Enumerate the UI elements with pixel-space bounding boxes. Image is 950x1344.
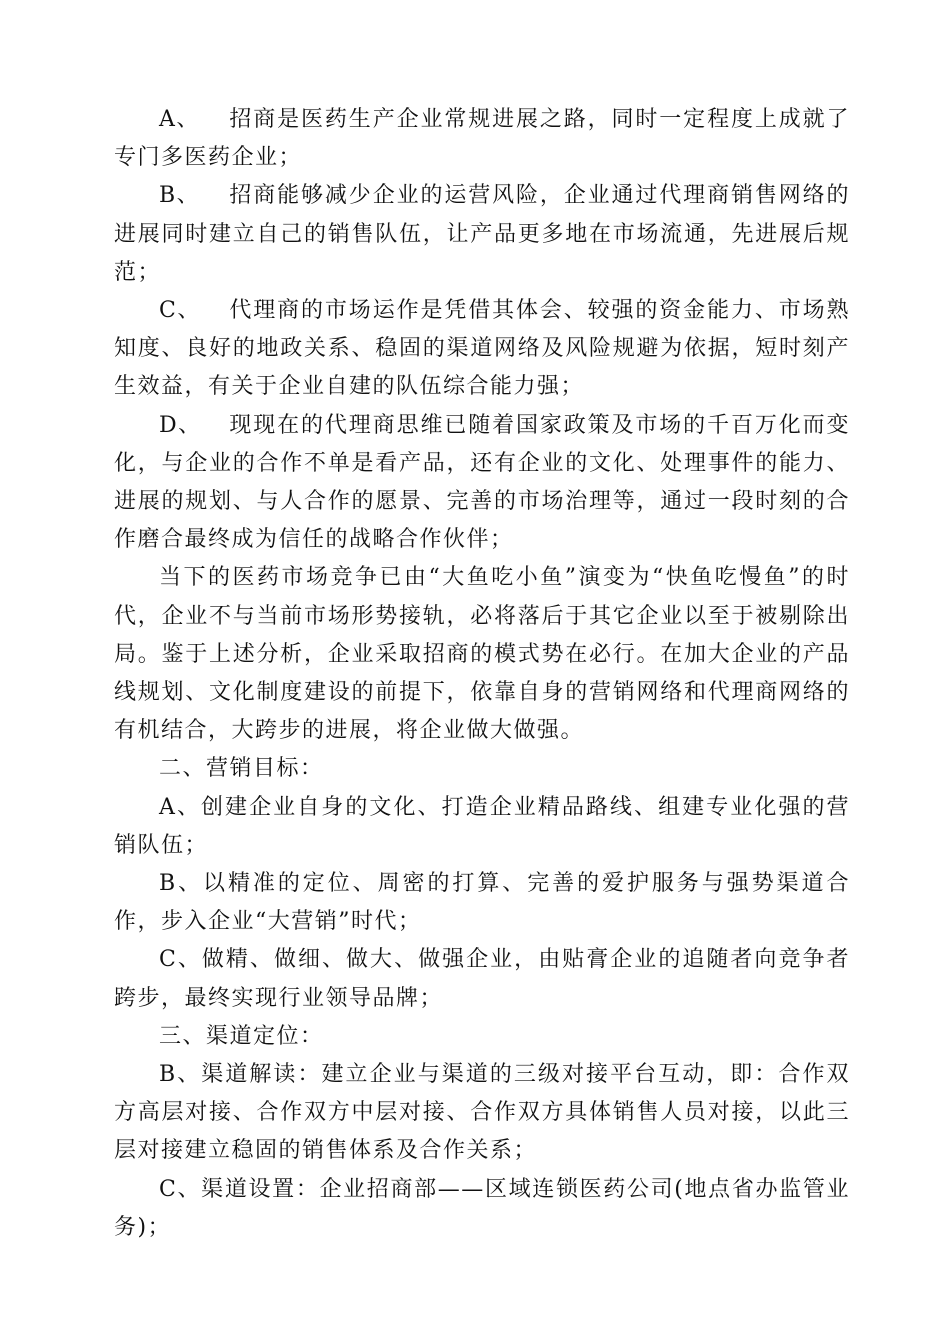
paragraph-d: [114, 407, 850, 560]
paragraph-text: 招商能够减少企业的运营风险，企业通过代理商销售网络的进展同时建立自己的销售队伍，让产品更多地在市场流通，先进展后规范；: [114, 183, 850, 285]
section-heading-channel-positioning: [114, 1018, 850, 1056]
paragraph-a: [114, 101, 850, 177]
goal-item-b: [114, 865, 850, 941]
paragraph-label: A、: [159, 107, 200, 132]
paragraph-text: B、以精准的定位、周密的打算、完善的爱护服务与强势渠道合作，步入企业“大营销”时代；: [114, 871, 850, 935]
document-body: [114, 101, 850, 1247]
paragraph-label: B、: [159, 183, 201, 209]
paragraph-text: 当下的医药市场竞争已由“大鱼吃小鱼”演变为“快鱼吃慢鱼”的时代，企业不与当前市场形势接轨，必将落后于其它企业以至于被剔除出局。鉴于上述分析，企业采取招商的模式势在必行。在加大企业的产品线规划、文化制度建设的前提下，依靠自身的营销网络和代理商网络的有机结合，大跨步的进展，将企业做大做强。: [114, 565, 850, 744]
paragraph-text: C、做精、做细、做大、做强企业，由贴膏企业的追随者向竞争者跨步，最终实现行业领导品牌；: [114, 947, 850, 1011]
paragraph-label: C、: [159, 298, 201, 324]
paragraph-text: 现现在的代理商思维已随着国家政策及市场的千百万化而变化，与企业的合作不单是看产品，还有企业的文化、处理事件的能力、进展的规划、与人合作的愿景、完善的市场治理等，通过一段时刻的合作磨合最终成为信任的战略合作伙伴；: [114, 412, 850, 553]
paragraph-b: [114, 177, 850, 292]
section-heading-marketing-goals: [114, 750, 850, 788]
paragraph-text: 代理商的市场运作是凭借其体会、较强的资金能力、市场熟知度、良好的地政关系、稳固的渠道网络及风险规避为依据，短时刻产生效益，有关于企业自建的队伍综合能力强；: [114, 298, 850, 400]
paragraph-text: A、创建企业自身的文化、打造企业精品路线、组建专业化强的营销队伍；: [114, 794, 850, 858]
heading-text: 三、渠道定位：: [159, 1023, 324, 1049]
paragraph-text: C、渠道设置：企业招商部——区域连锁医药公司(地点省办监管业务)；: [114, 1176, 850, 1240]
heading-text: 二、营销目标：: [159, 756, 324, 782]
paragraph-text: B、渠道解读：建立企业与渠道的三级对接平台互动，即：合作双方高层对接、合作双方中层对接、合作双方具体销售人员对接，以此三层对接建立稳固的销售体系及合作关系；: [114, 1062, 850, 1164]
channel-item-b: [114, 1056, 850, 1171]
paragraph-market-analysis: [114, 559, 850, 750]
paragraph-label: D、: [159, 412, 202, 438]
channel-item-c: [114, 1171, 850, 1247]
paragraph-text: 招商是医药生产企业常规进展之路，同时一定程度上成就了专门多医药企业；: [114, 107, 850, 171]
paragraph-c: [114, 292, 850, 407]
goal-item-a: [114, 789, 850, 865]
goal-item-c: [114, 941, 850, 1017]
